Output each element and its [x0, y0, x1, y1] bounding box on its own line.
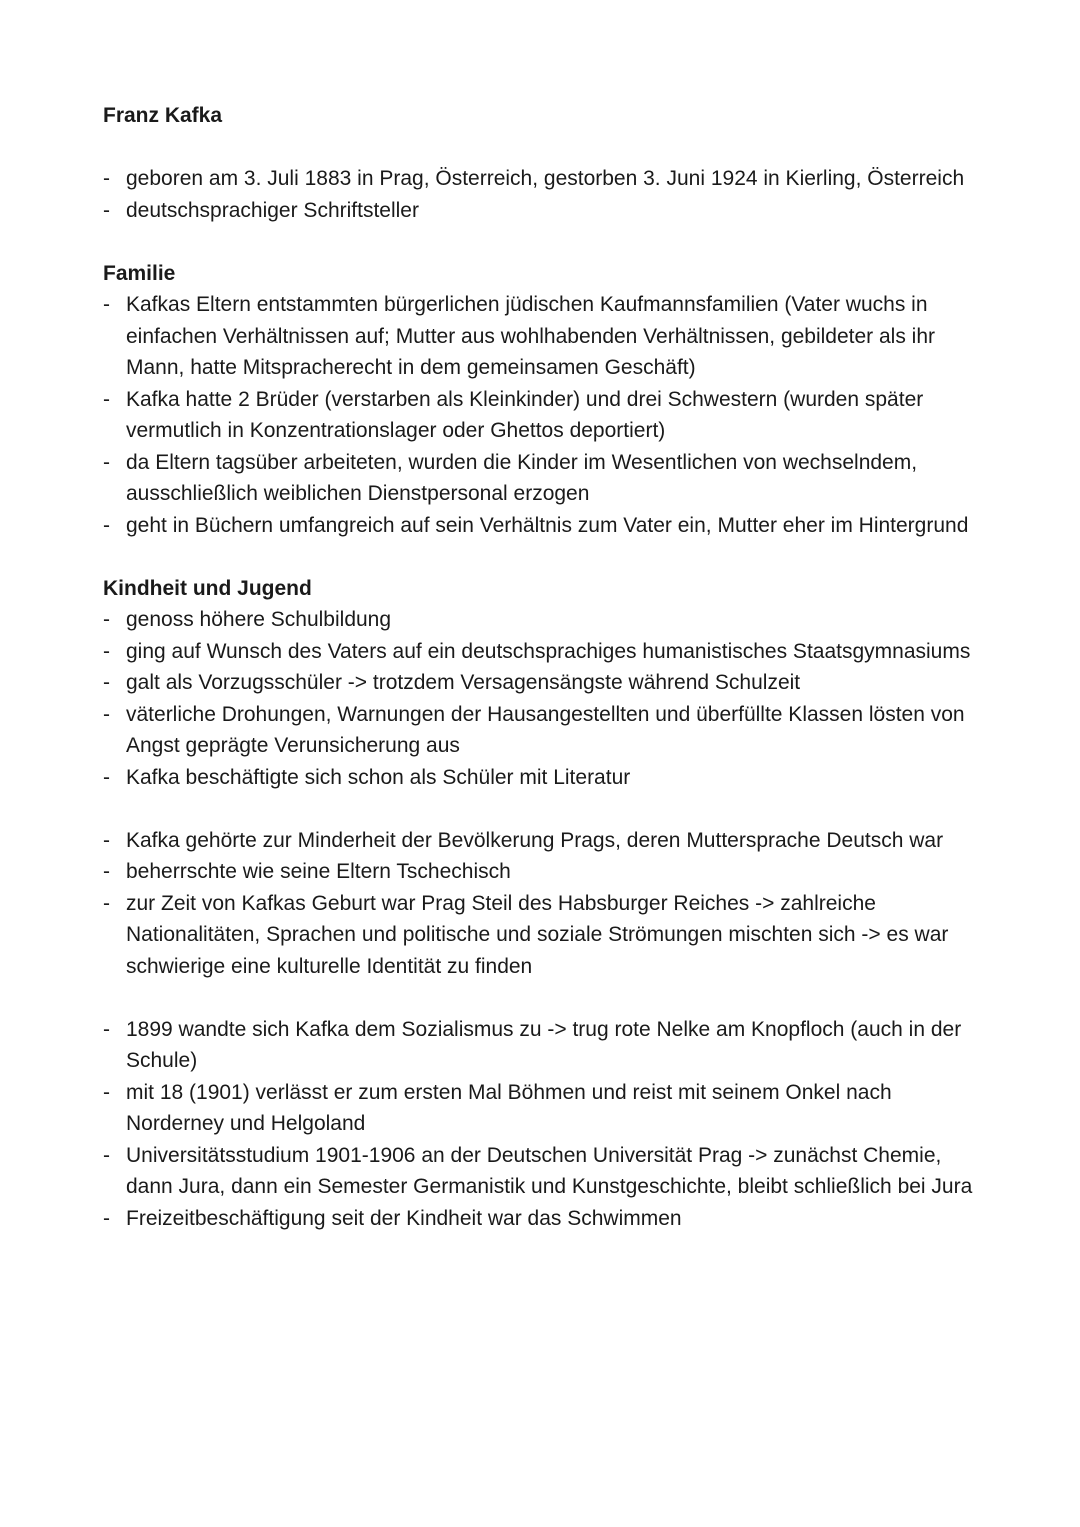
list-item: - Freizeitbeschäftigung seit der Kindheit war das Schwimmen — [103, 1203, 983, 1235]
spacer — [103, 132, 983, 164]
list-item: - galt als Vorzugsschüler -> trotzdem Versagensängste während Schulzeit — [103, 667, 983, 699]
list-item: - geboren am 3. Juli 1883 in Prag, Österreich, gestorben 3. Juni 1924 in Kierling, Österreich — [103, 163, 983, 195]
list-item: - ging auf Wunsch des Vaters auf ein deutschsprachiges humanistisches Staatsgymnasiums — [103, 636, 983, 668]
list-item: - beherrschte wie seine Eltern Tschechisch — [103, 856, 983, 888]
list-item: - da Eltern tagsüber arbeiteten, wurden die Kinder im Wesentlichen von wechselndem, ausschließlich weiblichen Dienstpersonal erzogen — [103, 447, 983, 510]
list-item: - Kafka beschäftigte sich schon als Schüler mit Literatur — [103, 762, 983, 794]
list-item: - Kafka gehörte zur Minderheit der Bevölkerung Prags, deren Muttersprache Deutsch war — [103, 825, 983, 857]
spacer — [103, 793, 983, 825]
kindheit-list — [103, 604, 983, 793]
list-item: - deutschsprachiger Schriftsteller — [103, 195, 983, 227]
section-heading-familie: Familie — [103, 261, 176, 285]
list-item: - väterliche Drohungen, Warnungen der Hausangestellten und überfüllte Klassen lösten von Angst geprägte Verunsicherung aus — [103, 699, 983, 762]
familie-list — [103, 289, 983, 541]
spacer — [103, 541, 983, 573]
spacer — [103, 982, 983, 1014]
spacer — [103, 226, 983, 258]
document-content — [103, 100, 983, 1234]
list-item: - zur Zeit von Kafkas Geburt war Prag Steil des Habsburger Reiches -> zahlreiche Nationalitäten, Sprachen und politische und soziale Strömungen mischten sich -> es war schwierige eine kulturelle Identität zu finden — [103, 888, 983, 983]
kindheit-list-2 — [103, 825, 983, 983]
list-item: - Kafkas Eltern entstammten bürgerlichen jüdischen Kaufmannsfamilien (Vater wuchs in einfachen Verhältnissen auf; Mutter aus wohlhabenden Verhältnissen, gebildeter als ihr Mann, hatte Mitspracherecht in dem gemeinsamen Geschäft) — [103, 289, 983, 384]
list-item: - geht in Büchern umfangreich auf sein Verhältnis zum Vater ein, Mutter eher im Hintergrund — [103, 510, 983, 542]
section-heading-kindheit: Kindheit und Jugend — [103, 576, 312, 600]
intro-list — [103, 163, 983, 226]
list-item: - 1899 wandte sich Kafka dem Sozialismus zu -> trug rote Nelke am Knopfloch (auch in der Schule) — [103, 1014, 983, 1077]
list-item: - genoss höhere Schulbildung — [103, 604, 983, 636]
page-title: Franz Kafka — [103, 104, 223, 127]
list-item: - Universitätsstudium 1901-1906 an der Deutschen Universität Prag -> zunächst Chemie, dann Jura, dann ein Semester Germanistik und Kunstgeschichte, bleibt schließlich bei Jura — [103, 1140, 983, 1203]
list-item: - Kafka hatte 2 Brüder (verstarben als Kleinkinder) und drei Schwestern (wurden später vermutlich in Konzentrationslager oder Ghettos deportiert) — [103, 384, 983, 447]
kindheit-list-3 — [103, 1014, 983, 1235]
list-item: - mit 18 (1901) verlässt er zum ersten Mal Böhmen und reist mit seinem Onkel nach Norderney und Helgoland — [103, 1077, 983, 1140]
